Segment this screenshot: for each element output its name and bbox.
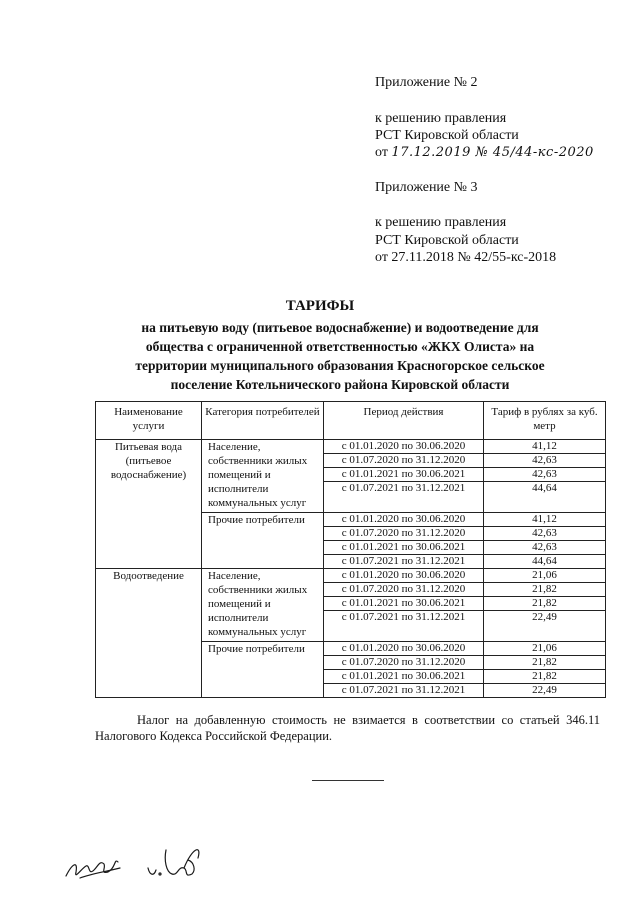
period-cell: с 01.01.2020 по 30.06.2020	[324, 513, 484, 527]
period-cell: с 01.07.2021 по 31.12.2021	[324, 482, 484, 513]
service-name-cell: Питьевая вода (питьевое водоснабжение)	[96, 440, 202, 569]
appendix-2-decision-line: к решению правления	[375, 111, 507, 126]
period-cell: с 01.07.2021 по 31.12.2021	[324, 684, 484, 698]
tariff-cell: 41,12	[484, 513, 606, 527]
tariff-cell: 21,06	[484, 642, 606, 656]
tariff-cell: 42,63	[484, 454, 606, 468]
appendix-3-label: Приложение № 3	[375, 180, 478, 195]
date-prefix: от	[375, 145, 392, 160]
header-category: Категория потребителей	[202, 402, 324, 440]
tariff-cell: 21,82	[484, 583, 606, 597]
period-cell: с 01.07.2020 по 31.12.2020	[324, 656, 484, 670]
category-cell: Прочие потребители	[202, 513, 324, 569]
period-cell: с 01.01.2021 по 30.06.2021	[324, 597, 484, 611]
signature-2	[148, 850, 199, 875]
table-header-row	[96, 402, 606, 440]
tariff-cell: 41,12	[484, 440, 606, 454]
period-cell: с 01.01.2020 по 30.06.2020	[324, 569, 484, 583]
separator-line	[312, 780, 384, 781]
service-name-cell: Водоотведение	[96, 569, 202, 698]
appendix-3-decision-line: к решению правления	[375, 215, 507, 230]
tariff-cell: 22,49	[484, 611, 606, 642]
header-service: Наименование услуги	[96, 402, 202, 440]
header-tariff: Тариф в рублях за куб. метр	[484, 402, 606, 440]
appendix-3-date-line: от 27.11.2018 № 42/55-кс-2018	[375, 250, 557, 265]
period-cell: с 01.01.2021 по 30.06.2021	[324, 670, 484, 684]
subtitle-line: на питьевую воду (питьевое водоснабжение) и водоотведение для	[141, 320, 539, 335]
tariff-cell: 44,64	[484, 482, 606, 513]
subtitle-line: поселение Котельнического района Кировской области	[170, 377, 510, 392]
appendix-2-label: Приложение № 2	[375, 75, 478, 90]
tariff-cell: 21,06	[484, 569, 606, 583]
signature-1	[66, 861, 120, 878]
category-cell: Прочие потребители	[202, 642, 324, 698]
category-cell: Население, собственники жилых помещений и исполнители коммунальных услуг	[202, 569, 324, 642]
period-cell: с 01.01.2020 по 30.06.2020	[324, 440, 484, 454]
table-row	[96, 569, 606, 583]
tariff-cell: 21,82	[484, 597, 606, 611]
period-cell: с 01.07.2021 по 31.12.2021	[324, 611, 484, 642]
period-cell: с 01.07.2021 по 31.12.2021	[324, 555, 484, 569]
category-cell: Население, собственники жилых помещений и исполнители коммунальных услуг	[202, 440, 324, 513]
tariff-cell: 21,82	[484, 670, 606, 684]
tariff-cell: 42,63	[484, 468, 606, 482]
period-cell: с 01.01.2021 по 30.06.2021	[324, 468, 484, 482]
period-cell: с 01.01.2020 по 30.06.2020	[324, 642, 484, 656]
tariff-table	[95, 401, 606, 698]
tariff-cell: 42,63	[484, 541, 606, 555]
appendix-3-authority-line: РСТ Кировской области	[375, 233, 519, 248]
tariff-cell: 21,82	[484, 656, 606, 670]
period-cell: с 01.07.2020 по 31.12.2020	[324, 454, 484, 468]
appendix-2-date-line	[375, 144, 594, 161]
page-title: ТАРИФЫ	[285, 298, 355, 314]
handwritten-date-number: 17.12.2019 № 45/44-кс-2020	[391, 145, 594, 160]
period-cell: с 01.07.2020 по 31.12.2020	[324, 583, 484, 597]
tariff-cell: 44,64	[484, 555, 606, 569]
handwritten-signatures	[60, 838, 220, 886]
tariff-cell: 42,63	[484, 527, 606, 541]
table-row	[96, 440, 606, 454]
period-cell: с 01.07.2020 по 31.12.2020	[324, 527, 484, 541]
vat-note: Налог на добавленную стоимость не взимается в соответствии со статьей 346.11 Налогового Кодекса Российской Федерации.	[95, 713, 600, 743]
page-subtitle	[110, 318, 570, 394]
header-period: Период действия	[324, 402, 484, 440]
appendix-2-authority-line: РСТ Кировской области	[375, 128, 519, 143]
subtitle-line: общества с ограниченной ответственностью «ЖКХ Олиста» на	[145, 339, 535, 354]
subtitle-line: территории муниципального образования Красногорское сельское	[135, 358, 545, 373]
period-cell: с 01.01.2021 по 30.06.2021	[324, 541, 484, 555]
tariff-cell: 22,49	[484, 684, 606, 698]
